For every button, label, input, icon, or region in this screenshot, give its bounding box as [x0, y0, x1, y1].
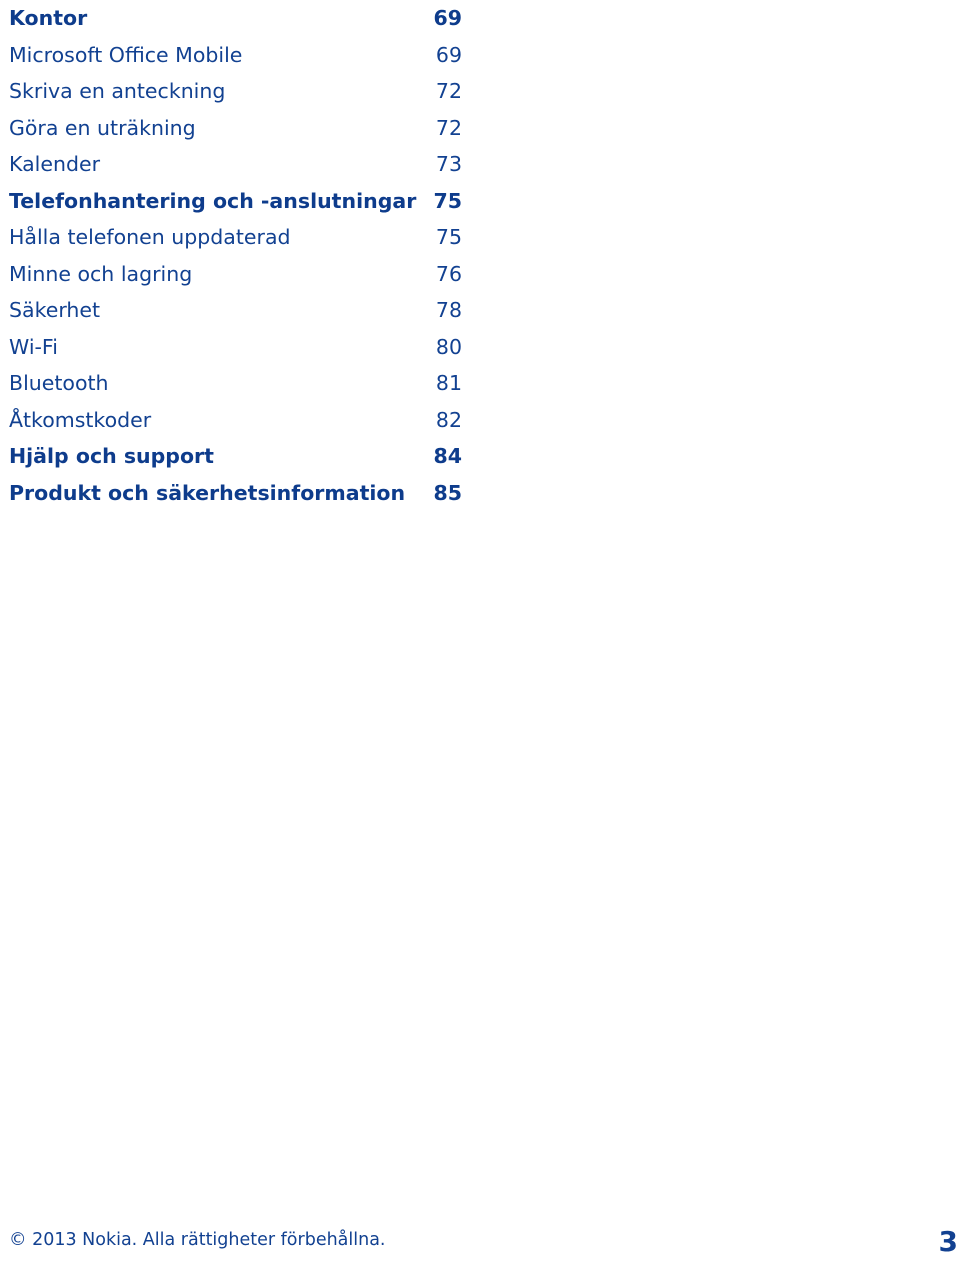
toc-row[interactable]: [9, 183, 462, 220]
toc-page-number: 85: [433, 480, 462, 505]
toc-title: Kontor: [9, 6, 88, 30]
toc-row[interactable]: [9, 438, 462, 475]
toc-page-number: 76: [435, 261, 462, 286]
toc-page-number: 81: [435, 371, 462, 395]
toc-page-number: 78: [435, 298, 462, 322]
toc-title: Kalender: [9, 152, 100, 176]
toc-row[interactable]: [9, 73, 462, 110]
toc-title: Åtkomstkoder: [9, 407, 152, 432]
toc-title: Produkt och säkerhetsinformation: [9, 480, 406, 505]
toc-row[interactable]: [9, 475, 462, 512]
toc-page-number: 72: [435, 115, 462, 140]
toc-page-number: 82: [435, 407, 462, 432]
page-number: 3: [938, 1225, 958, 1258]
toc-page-number: 69: [435, 42, 462, 67]
toc-page-number: 73: [435, 152, 462, 176]
toc-title: Skriva en anteckning: [9, 79, 226, 103]
toc-row[interactable]: [9, 365, 462, 402]
toc-title: Wi-Fi: [9, 334, 58, 359]
toc-title: Säkerhet: [9, 298, 101, 322]
toc-title: Hålla telefonen uppdaterad: [9, 225, 291, 249]
toc-title: Telefonhantering och -anslutningar: [9, 188, 417, 213]
toc-row[interactable]: [9, 0, 462, 37]
toc-page-number: 69: [433, 6, 462, 30]
toc-page-number: 80: [435, 334, 462, 359]
toc-title: Bluetooth: [9, 371, 109, 395]
toc-row[interactable]: [9, 219, 462, 256]
toc-row[interactable]: [9, 329, 462, 366]
toc-page-number: 75: [433, 188, 462, 213]
toc-page-number: 72: [435, 79, 462, 103]
toc-title: Microsoft Office Mobile: [9, 42, 243, 67]
toc-row[interactable]: [9, 256, 462, 293]
toc-page-number: 84: [433, 444, 462, 468]
table-of-contents: [9, 0, 462, 511]
footer-copyright: © 2013 Nokia. Alla rättigheter förbehållna.: [9, 1230, 386, 1250]
toc-row[interactable]: [9, 402, 462, 439]
toc-row[interactable]: [9, 110, 462, 147]
toc-title: Hjälp och support: [9, 444, 214, 468]
toc-row[interactable]: [9, 146, 462, 183]
toc-page-number: 75: [435, 225, 462, 249]
toc-row[interactable]: [9, 292, 462, 329]
toc-title: Minne och lagring: [9, 261, 193, 286]
toc-row[interactable]: [9, 37, 462, 74]
toc-title: Göra en uträkning: [9, 115, 196, 140]
